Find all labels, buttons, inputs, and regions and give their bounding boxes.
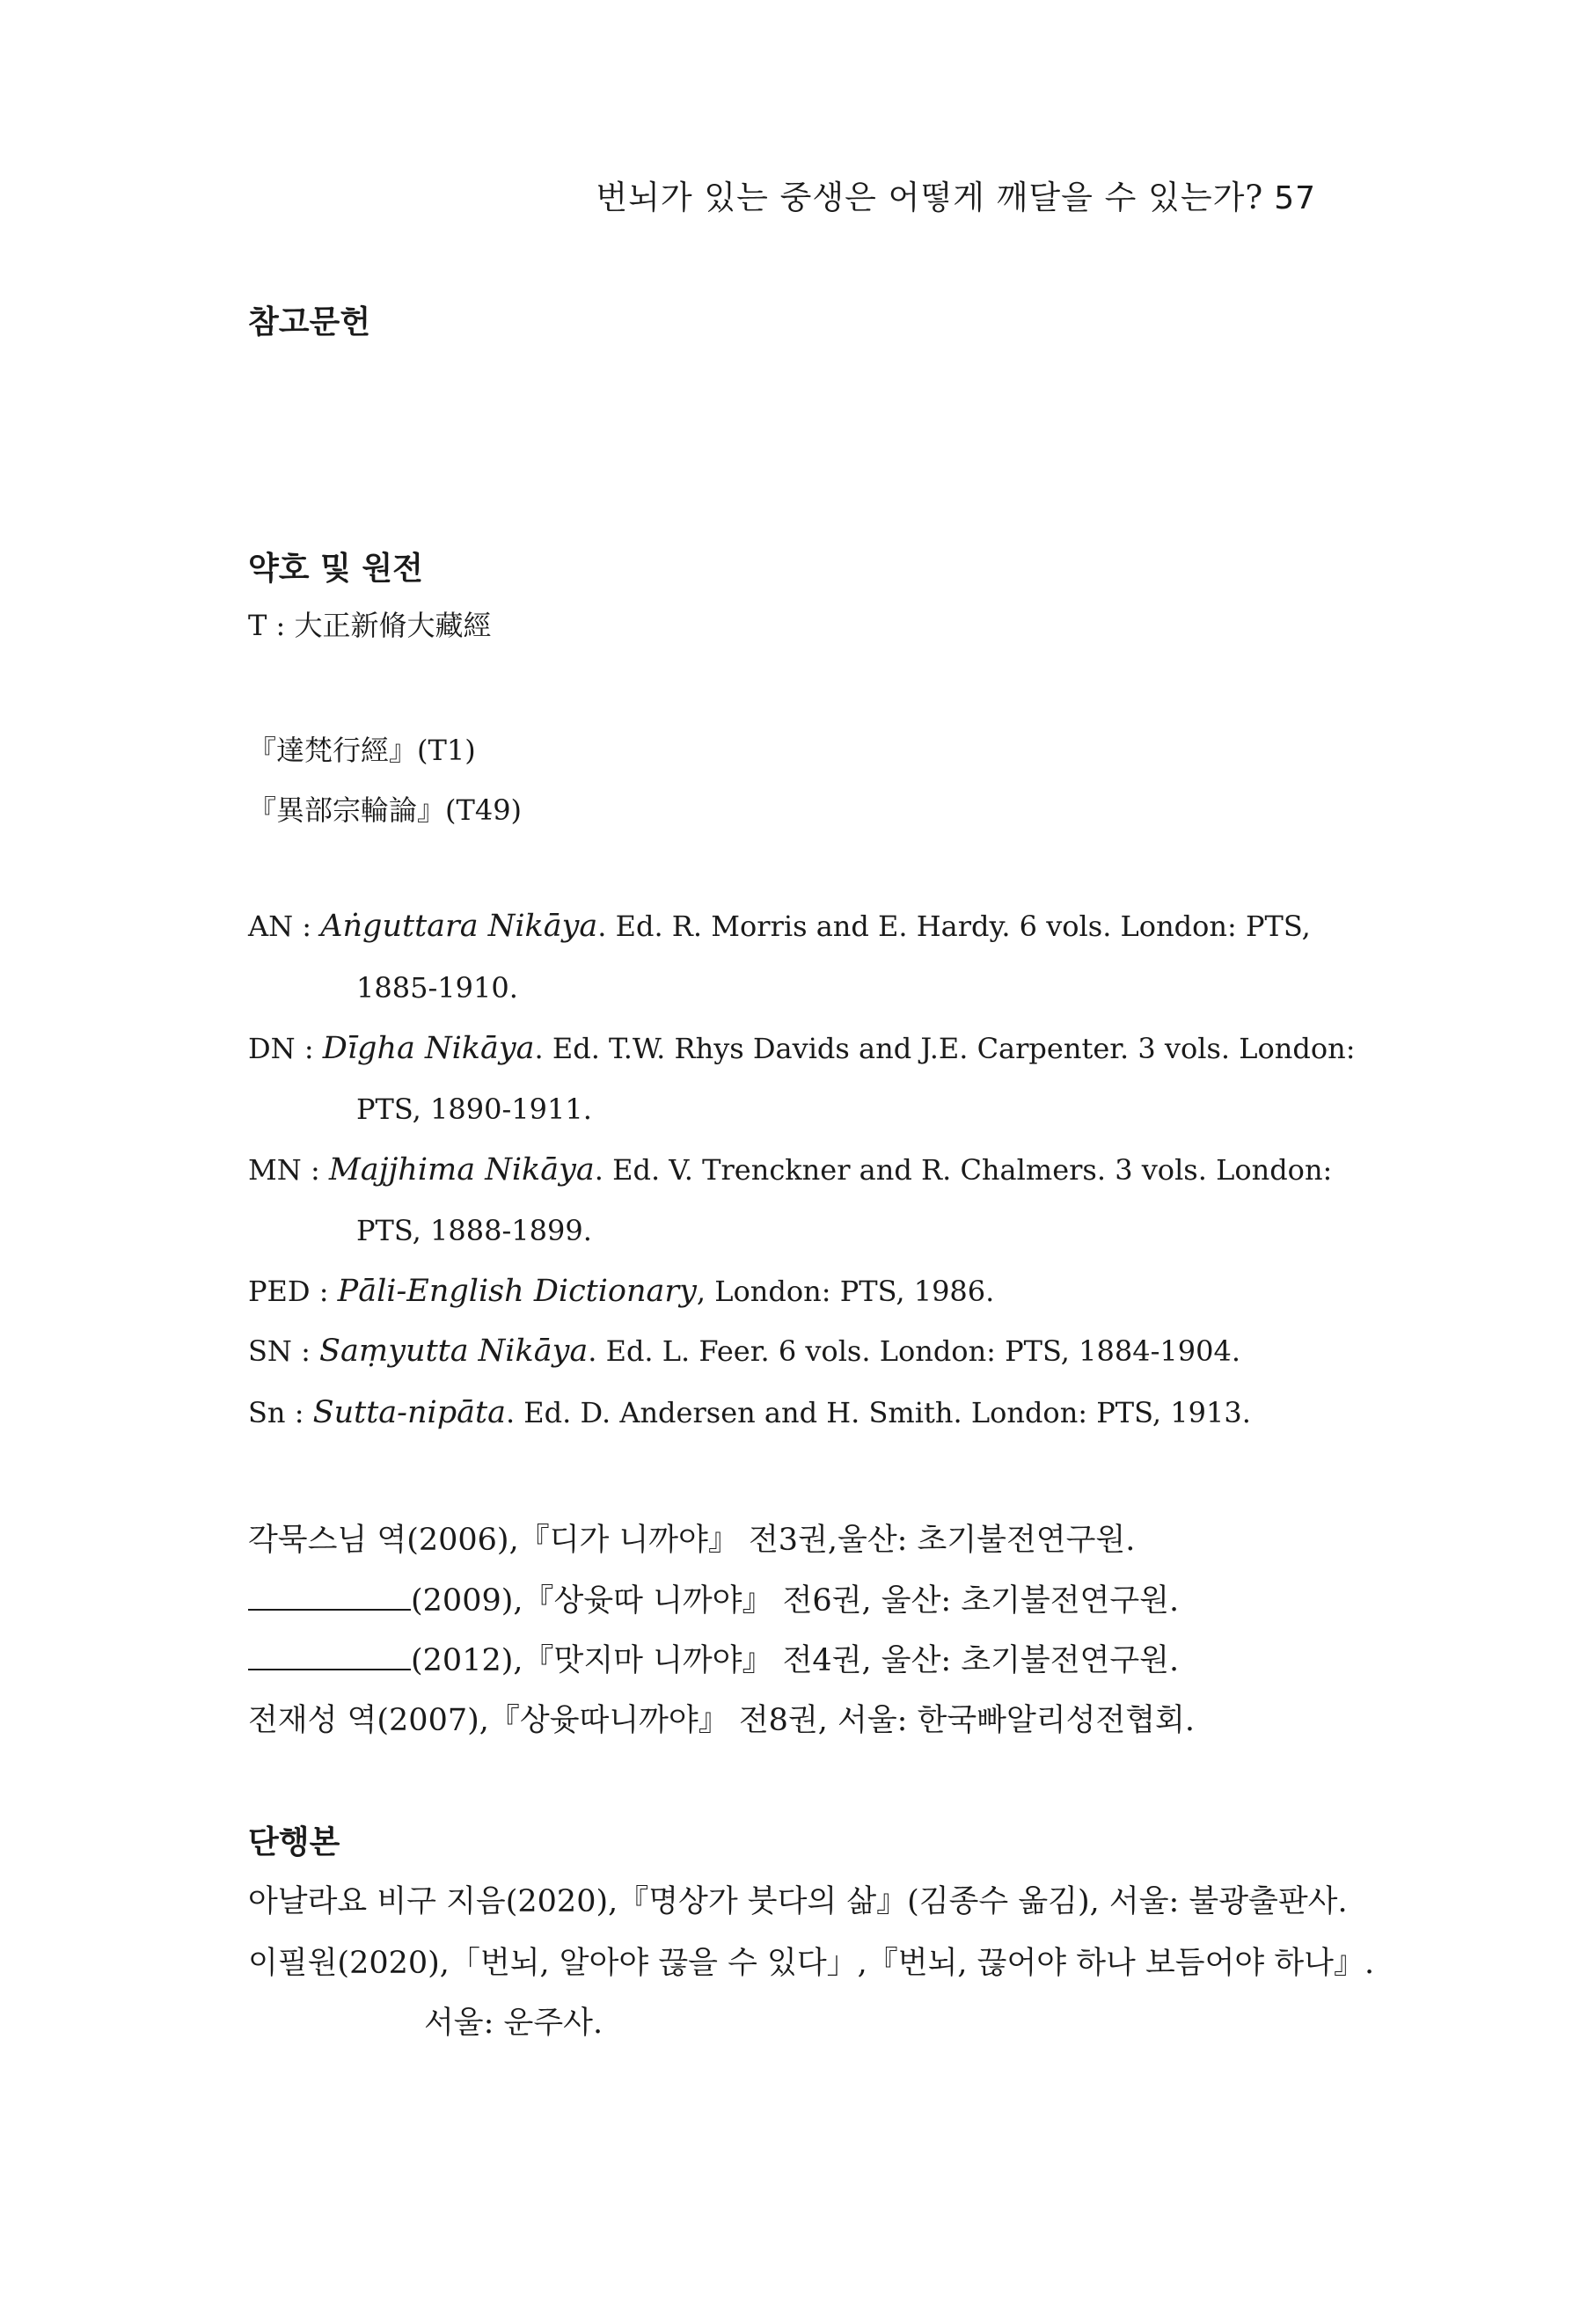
source-mn [248, 1152, 1332, 1188]
translation-author: 각묵스님 역 [248, 1523, 407, 1558]
source-ped [248, 1274, 994, 1309]
source-an [248, 909, 1311, 944]
running-header [596, 171, 1316, 218]
source-an-cont: 1885-1910. [356, 971, 518, 1005]
translation-entry [248, 1516, 1135, 1560]
source-abbr: Sn : [248, 1396, 313, 1429]
source-title: Dīgha Nikāya [322, 1031, 535, 1066]
source-rest: , London: PTS, 1986. [696, 1275, 995, 1308]
source-mn-cont: PTS, 1888-1899. [356, 1214, 592, 1247]
translation-entry [248, 1576, 1179, 1620]
source-rest: . Ed. D. Andersen and H. Smith. London: PTS, 1913. [505, 1396, 1251, 1429]
monographs-heading: 단행본 [248, 1824, 340, 1860]
t-line: T : 大正新脩大藏經 [248, 609, 492, 642]
monograph-entry-1: 아날라요 비구 지음(2020),『명상가 붓다의 삶』(김종수 옮김), 서울: 불광출판사. [248, 1884, 1348, 1919]
source-rest: . Ed. T.W. Rhys Davids and J.E. Carpenter. 3 vols. London: [534, 1032, 1356, 1065]
source-abbr: PED : [248, 1275, 338, 1308]
monograph-entry-2: 이필원(2020),「번뇌, 알아야 끊을 수 있다」,『번뇌, 끊어야 하나 보듬어야 하나』. [248, 1946, 1375, 1981]
translation-entry [248, 1636, 1179, 1680]
source-sn [248, 1334, 1240, 1369]
source-sutta-nipata [248, 1395, 1251, 1430]
source-dn-cont: PTS, 1890-1911. [356, 1093, 592, 1126]
references-heading: 참고문헌 [248, 304, 371, 340]
ditto-rule [248, 1668, 411, 1670]
source-rest: . Ed. L. Feer. 6 vols. London: PTS, 1884-1904. [588, 1334, 1240, 1368]
source-rest: . Ed. R. Morris and E. Hardy. 6 vols. London: PTS, [597, 910, 1311, 943]
translation-rest: (2012),『맛지마 니까야』 전4권, 울산: 초기불전연구원. [411, 1643, 1180, 1678]
header-title: 번뇌가 있는 중생은 어떻게 깨달을 수 있는가? [596, 179, 1264, 216]
ditto-rule [248, 1608, 411, 1611]
translation-rest: (2006),『디가 니까야』 전3권,울산: 초기불전연구원. [406, 1523, 1136, 1558]
source-title: Majjhima Nikāya [328, 1152, 595, 1188]
abbreviations-heading: 약호 및 원전 [248, 551, 423, 587]
source-abbr: MN : [248, 1153, 329, 1187]
source-abbr: DN : [248, 1032, 323, 1065]
translation-rest: (2009),『상윳따 니까야』 전6권, 울산: 초기불전연구원. [411, 1583, 1180, 1619]
source-title: Saṃyutta Nikāya [319, 1334, 589, 1369]
source-title: Pāli-English Dictionary [337, 1274, 697, 1309]
source-dn [248, 1031, 1356, 1066]
translation-entry [248, 1696, 1195, 1740]
page-number: 57 [1274, 180, 1316, 216]
source-rest: . Ed. V. Trenckner and R. Chalmers. 3 vols. London: [594, 1153, 1333, 1187]
text-entry-2: 『異部宗輪論』(T49) [248, 793, 523, 827]
monograph-entry-2-cont: 서울: 운주사. [424, 2006, 603, 2041]
source-title: Sutta-nipāta [312, 1395, 506, 1430]
translation-rest: (2007),『상윳따니까야』 전8권, 서울: 한국빠알리성전협회. [377, 1703, 1195, 1738]
translation-author: 전재성 역 [248, 1703, 377, 1738]
text-entry-1: 『達梵行經』(T1) [248, 734, 476, 767]
source-abbr: AN : [248, 910, 321, 943]
source-title: Aṅguttara Nikāya [320, 909, 598, 944]
source-abbr: SN : [248, 1334, 320, 1368]
